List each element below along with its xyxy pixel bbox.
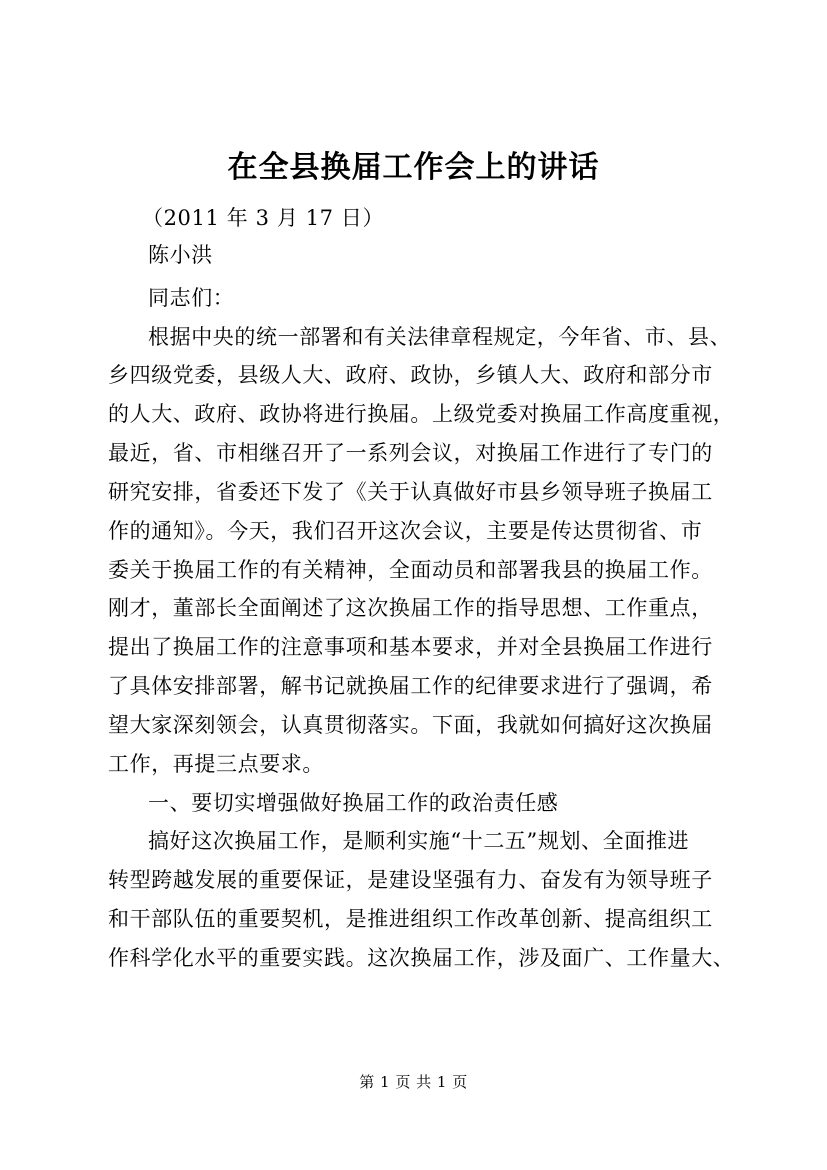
paragraph-line: 转型跨越发展的重要保证，是建设坚强有力、奋发有为领导班子: [108, 868, 713, 892]
paragraph-line: 作科学化水平的重要实践。这次换届工作，涉及面广、工作量大、: [108, 946, 735, 970]
paragraph-line: 乡四级党委，县级人大、政府、政协，乡镇人大、政府和部分市: [108, 363, 713, 387]
paragraph-line: 根据中央的统一部署和有关法律章程规定，今年省、市、县、: [148, 325, 732, 349]
speech-date: （2011 年 3 月 17 日）: [142, 206, 385, 230]
paragraph-line: 了具体安排部署，解书记就换届工作的纪律要求进行了强调，希: [108, 674, 713, 698]
paragraph-line: 委关于换届工作的有关精神，全面动员和部署我县的换届工作。: [108, 558, 713, 582]
paragraph-line: 作的通知》。今天，我们召开这次会议，主要是传达贯彻省、市: [108, 519, 703, 543]
section-heading: 一、要切实增强做好换届工作的政治责任感: [148, 791, 559, 815]
paragraph-line: 提出了换届工作的注意事项和基本要求，并对全县换届工作进行: [108, 635, 713, 659]
speaker-name: 陈小洪: [148, 243, 213, 267]
paragraph-line: 刚才，董部长全面阐述了这次换届工作的指导思想、工作重点，: [108, 596, 713, 620]
paragraph-line: 搞好这次换届工作，是顺利实施“十二五”规划、全面推进: [148, 829, 690, 853]
salutation: 同志们：: [148, 286, 235, 310]
page-number-footer: 第 1 页 共 1 页: [359, 1073, 468, 1091]
paragraph-line: 最近，省、市相继召开了一系列会议，对换届工作进行了专门的: [108, 441, 713, 465]
paragraph-line: 望大家深刻领会，认真贯彻落实。下面，我就如何搞好这次换届: [108, 713, 713, 737]
paragraph-line: 工作，再提三点要求。: [108, 752, 324, 776]
paragraph-line: 研究安排，省委还下发了《关于认真做好市县乡领导班子换届工: [108, 480, 713, 504]
document-title: 在全县换届工作会上的讲话: [227, 150, 600, 185]
paragraph-line: 和干部队伍的重要契机，是推进组织工作改革创新、提高组织工: [108, 907, 713, 931]
paragraph-line: 的人大、政府、政协将进行换届。上级党委对换届工作高度重视，: [108, 402, 735, 426]
